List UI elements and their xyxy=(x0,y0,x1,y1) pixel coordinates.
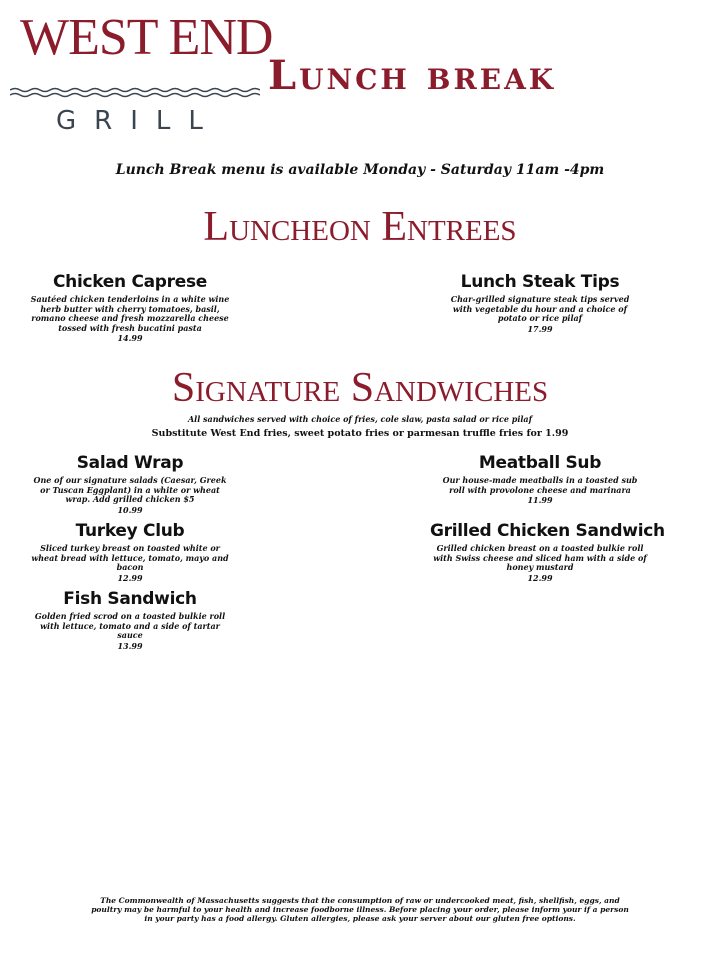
item-price: 10.99 xyxy=(117,504,143,515)
item-description: Char-grilled signature steak tips served with vegetable du hour and a choice of potato or rice pilaf xyxy=(450,294,630,323)
logo xyxy=(10,8,273,138)
item-description: One of our signature salads (Caesar, Greek or Tuscan Eggplant) in a white or wheat wrap. Add grilled chicken $5 xyxy=(33,475,227,504)
item-description: Grilled chicken breast on a toasted bulkie roll with Swiss cheese and sliced ham with a side of honey mustard xyxy=(433,543,647,572)
section-heading-entrees: Luncheon Entrees xyxy=(203,204,517,250)
page-title: Lunch break xyxy=(268,52,557,99)
menu-item-fish-sandwich xyxy=(30,589,230,651)
logo-wordmark: WEST END xyxy=(20,9,273,66)
menu-item-turkey-club xyxy=(30,521,230,583)
item-name: Meatball Sub xyxy=(478,453,602,473)
item-price: 13.99 xyxy=(117,640,143,651)
item-name: Grilled Chicken Sandwich xyxy=(430,521,665,541)
sandwich-sides-note: All sandwiches served with choice of fries, cole slaw, pasta salad or rice pilaf xyxy=(187,414,533,424)
menu-item-salad-wrap xyxy=(30,453,230,515)
item-name: Turkey Club xyxy=(75,521,185,541)
menu-item-chicken-caprese xyxy=(30,272,230,343)
item-name: Salad Wrap xyxy=(76,453,184,473)
menu-item-meatball-sub xyxy=(440,453,640,505)
item-name: Fish Sandwich xyxy=(63,589,197,609)
menu-item-grilled-chicken-sandwich xyxy=(430,521,665,583)
sandwich-substitute-note: Substitute West End fries, sweet potato fries or parmesan truffle fries for 1.99 xyxy=(151,428,569,439)
item-name: Lunch Steak Tips xyxy=(460,272,620,292)
item-description: Our house-made meatballs in a toasted sub roll with provolone cheese and marinara xyxy=(442,475,638,495)
item-price: 11.99 xyxy=(527,495,553,505)
item-price: 14.99 xyxy=(117,333,143,343)
item-description: Sliced turkey breast on toasted white or wheat bread with lettuce, tomato, mayo and bacon xyxy=(31,543,229,572)
section-heading-sandwiches: Signature Sandwiches xyxy=(171,365,549,411)
wave-lines-icon xyxy=(10,86,260,100)
availability-note: Lunch Break menu is available Monday - Saturday 11am -4pm xyxy=(115,162,605,178)
health-disclaimer: The Commonwealth of Massachusetts suggests that the consumption of raw or undercooked meat, fish, shellfish, eggs, and poultry may be harmful to your health and increase foodborne illness. Before placing your order, please inform your if a person in your party has a food allergy. Gluten allergies, please ask your server about our gluten free options. xyxy=(91,896,629,923)
item-price: 12.99 xyxy=(117,572,143,583)
item-price: 12.99 xyxy=(527,572,553,583)
item-description: Sautéed chicken tenderloins in a white wine herb butter with cherry tomatoes, basil, romano cheese and fresh mozzarella cheese tossed with fresh bucatini pasta xyxy=(30,294,230,333)
menu-item-lunch-steak-tips xyxy=(440,272,640,334)
item-description: Golden fried scrod on a toasted bulkie roll with lettuce, tomato and a side of tartar sauce xyxy=(34,611,226,640)
item-name: Chicken Caprese xyxy=(52,272,208,292)
item-price: 17.99 xyxy=(527,323,553,334)
logo-grill-text: GRILL xyxy=(56,106,221,136)
